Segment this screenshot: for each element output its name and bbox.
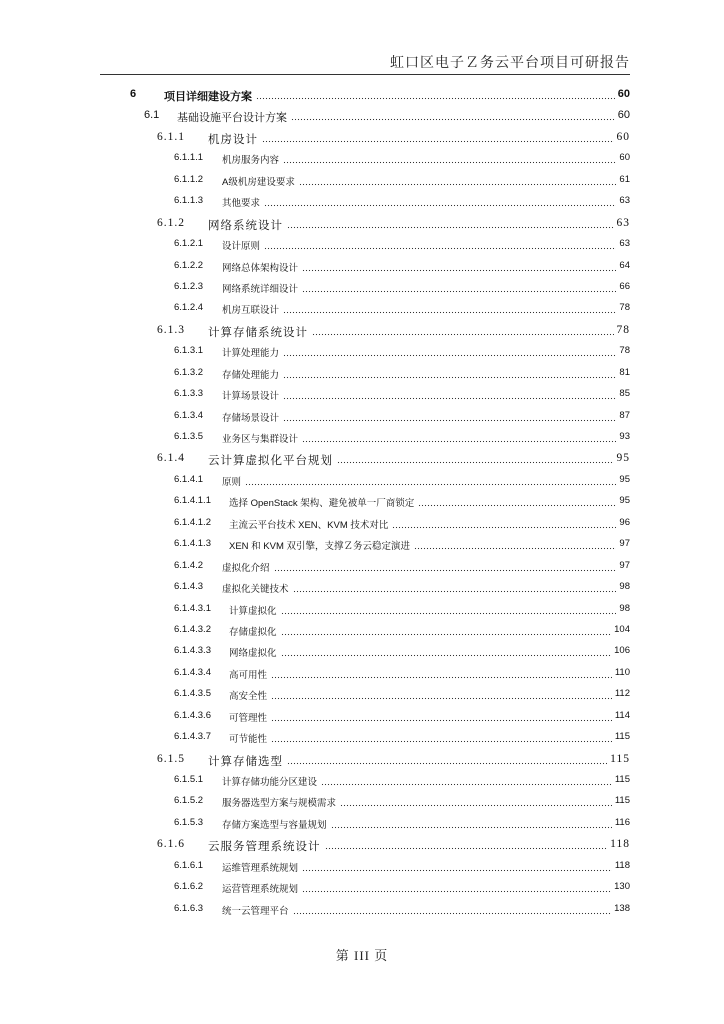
toc-entry-page: 66 <box>619 280 630 292</box>
toc-entry-number: 6.1.5.3 <box>174 816 204 828</box>
dot-leader <box>337 452 614 465</box>
toc-entry-page: 115 <box>610 752 630 765</box>
toc-entry-number: 6.1.5.1 <box>174 774 204 785</box>
toc-entry[interactable] <box>0 256 724 277</box>
dot-leader <box>281 603 616 616</box>
dot-leader <box>264 238 616 251</box>
toc-entry[interactable] <box>0 127 724 148</box>
dot-leader <box>262 131 614 144</box>
toc-entry-title: 其他要求 <box>222 195 262 209</box>
toc-entry-title: 计算存储功能分区建设 <box>222 774 319 788</box>
toc-entry[interactable] <box>0 384 724 405</box>
table-of-contents <box>0 84 724 920</box>
toc-entry[interactable] <box>0 191 724 212</box>
toc-entry-number: 6.1.4.1.2 <box>174 516 211 528</box>
dot-leader <box>271 667 612 680</box>
toc-entry[interactable] <box>0 577 724 598</box>
dot-leader <box>302 860 612 873</box>
toc-entry-page: 81 <box>619 366 630 378</box>
toc-entry-title: 虚拟化介绍 <box>222 560 272 574</box>
toc-entry-title: 网络系统详细设计 <box>222 281 300 295</box>
dot-leader <box>281 624 611 637</box>
dot-leader <box>291 109 615 122</box>
toc-entry-page: 97 <box>619 538 630 550</box>
toc-entry-title: 网络总体架构设计 <box>222 260 300 274</box>
toc-entry-page: 63 <box>619 195 630 207</box>
toc-entry-number: 6.1.4.2 <box>174 559 204 571</box>
dot-leader <box>325 838 607 851</box>
toc-entry-title: 机房互联设计 <box>222 302 281 316</box>
toc-entry-number: 6 <box>130 88 137 100</box>
toc-entry[interactable] <box>0 749 724 770</box>
toc-entry-number: 6.1.3 <box>157 323 185 336</box>
toc-entry-number: 6.1.2.1 <box>174 238 204 250</box>
toc-entry-number: 6.1.4.3.5 <box>174 688 211 700</box>
toc-entry-title: 运营管理系统规划 <box>222 881 300 895</box>
toc-entry-title: 虚拟化关键技术 <box>222 581 291 595</box>
toc-entry-page: 96 <box>619 516 630 528</box>
dot-leader <box>281 645 611 658</box>
toc-entry-title: 高安全性 <box>229 688 269 702</box>
toc-entry[interactable] <box>0 556 724 577</box>
toc-entry-title: 存储方案选型与容量规划 <box>222 817 329 831</box>
toc-entry-number: 6.1.6.3 <box>174 902 204 914</box>
toc-entry-page: 60 <box>617 109 630 122</box>
dot-leader <box>274 560 616 573</box>
toc-entry-page: 87 <box>619 409 630 421</box>
toc-entry[interactable] <box>0 534 724 555</box>
page-number-footer: 第 III 页 <box>335 948 389 963</box>
dot-leader <box>302 881 611 894</box>
toc-entry-number: 6.1.6.2 <box>174 881 204 893</box>
toc-entry-page: 115 <box>614 795 630 807</box>
toc-entry-page: 78 <box>616 323 630 336</box>
dot-leader <box>312 324 614 337</box>
toc-entry[interactable] <box>0 234 724 255</box>
toc-entry-page: 98 <box>619 602 630 614</box>
toc-entry-number: 6.1.1.1 <box>174 152 204 164</box>
toc-entry[interactable] <box>0 791 724 812</box>
toc-entry-number: 6.1.2.4 <box>174 302 204 314</box>
toc-entry-number: 6.1.3.5 <box>174 431 204 442</box>
toc-entry-page: 95 <box>619 473 630 485</box>
toc-entry-page: 116 <box>614 816 630 828</box>
toc-entry[interactable] <box>0 641 724 662</box>
toc-entry-number: 6.1.3.1 <box>174 345 204 357</box>
toc-entry-page: 130 <box>614 881 630 893</box>
toc-entry-number: 6.1.5.2 <box>174 795 204 807</box>
dot-leader <box>340 795 612 808</box>
toc-entry-title: 高可用性 <box>229 667 269 681</box>
toc-entry-page: 98 <box>619 581 630 593</box>
toc-entry-title: 业务区与集群设计 <box>222 431 300 445</box>
toc-entry-page: 104 <box>614 623 630 635</box>
toc-entry-page: 63 <box>616 216 630 229</box>
toc-entry-title: 主流云平台技术 XEN、KVM 技术对比 <box>229 517 390 531</box>
toc-entry-title: 云计算虚拟化平台规划 <box>208 452 335 468</box>
toc-entry[interactable] <box>0 513 724 534</box>
dot-leader <box>321 774 612 787</box>
dot-leader <box>392 517 616 530</box>
toc-entry-number: 6.1.4.1.3 <box>174 538 211 550</box>
toc-entry-page: 63 <box>619 238 630 250</box>
toc-entry-number: 6.1.2.2 <box>174 259 204 271</box>
toc-entry[interactable] <box>0 856 724 877</box>
toc-entry-title: A级机房建设要求 <box>222 174 297 188</box>
toc-entry-title: 计算存储系统设计 <box>208 324 310 340</box>
toc-entry-number: 6.1.4.1.1 <box>174 495 211 507</box>
toc-entry-number: 6.1 <box>144 109 160 122</box>
toc-entry-page: 78 <box>619 345 630 357</box>
toc-entry-title: 网络系统设计 <box>208 217 285 233</box>
toc-entry-title: 可节能性 <box>229 731 269 745</box>
toc-entry-page: 138 <box>614 902 630 914</box>
toc-entry-number: 6.1.4.3.7 <box>174 731 211 743</box>
toc-entry[interactable] <box>0 727 724 748</box>
toc-entry-title: 计算处理能力 <box>222 345 281 359</box>
document-header-title: 虹口区电子Ｚ务云平台项目可研报告 <box>390 56 630 71</box>
toc-entry-page: 78 <box>619 302 630 314</box>
dot-leader <box>271 688 612 701</box>
toc-entry-title: 选择 OpenStack 架构、避免被单一厂商锁定 <box>229 495 416 509</box>
toc-entry[interactable] <box>0 341 724 362</box>
header-rule <box>100 74 630 75</box>
toc-entry-number: 6.1.1 <box>157 130 185 143</box>
dot-leader <box>271 731 612 744</box>
dot-leader <box>256 88 615 101</box>
toc-entry-page: 115 <box>614 774 630 785</box>
toc-entry-number: 6.1.3.2 <box>174 366 204 378</box>
toc-entry[interactable] <box>0 105 724 126</box>
toc-entry-number: 6.1.4.3.2 <box>174 623 211 635</box>
toc-entry-page: 61 <box>619 173 630 185</box>
toc-entry[interactable] <box>0 298 724 319</box>
dot-leader <box>293 581 616 594</box>
dot-leader <box>331 817 612 830</box>
toc-entry[interactable] <box>0 213 724 234</box>
toc-entry[interactable] <box>0 84 724 105</box>
toc-entry-title: 计算存储选型 <box>208 753 285 769</box>
dot-leader <box>293 903 611 916</box>
toc-entry-page: 64 <box>619 259 630 271</box>
toc-entry[interactable] <box>0 834 724 855</box>
toc-entry[interactable] <box>0 170 724 191</box>
toc-entry-title: 存储处理能力 <box>222 367 281 381</box>
dot-leader <box>302 431 616 444</box>
toc-entry-title: 原则 <box>222 474 243 488</box>
toc-entry-number: 6.1.4.3.3 <box>174 645 211 657</box>
toc-entry-title: 项目详细建设方案 <box>164 88 254 104</box>
toc-entry[interactable] <box>0 770 724 791</box>
toc-entry[interactable] <box>0 363 724 384</box>
dot-leader <box>283 410 616 423</box>
toc-entry-page: 93 <box>619 431 630 442</box>
dot-leader <box>414 538 616 551</box>
toc-entry[interactable] <box>0 899 724 920</box>
toc-entry-number: 6.1.4.3.4 <box>174 666 211 678</box>
dot-leader <box>302 281 616 294</box>
toc-entry-number: 6.1.1.2 <box>174 173 204 185</box>
toc-entry[interactable] <box>0 491 724 512</box>
toc-entry[interactable] <box>0 148 724 169</box>
toc-entry-number: 6.1.1.3 <box>174 195 204 207</box>
toc-entry-number: 6.1.5 <box>157 752 185 765</box>
toc-entry-page: 118 <box>610 838 630 851</box>
toc-entry-page: 112 <box>614 688 630 700</box>
toc-entry[interactable] <box>0 427 724 448</box>
toc-entry-title: 可管理性 <box>229 710 269 724</box>
toc-entry-number: 6.1.3.3 <box>174 388 204 400</box>
dot-leader <box>283 302 616 315</box>
toc-entry[interactable] <box>0 448 724 469</box>
toc-entry-page: 60 <box>616 130 630 143</box>
toc-entry-title: 计算虚拟化 <box>229 603 279 617</box>
toc-entry-number: 6.1.3.4 <box>174 409 204 421</box>
toc-entry-number: 6.1.2 <box>157 216 185 229</box>
toc-entry[interactable] <box>0 684 724 705</box>
dot-leader <box>283 345 616 358</box>
toc-entry-page: 115 <box>614 731 630 743</box>
toc-entry-page: 60 <box>617 88 630 100</box>
toc-entry[interactable] <box>0 470 724 491</box>
dot-leader <box>283 367 616 380</box>
toc-entry-title: 计算场景设计 <box>222 388 281 402</box>
toc-entry-title: 存储场景设计 <box>222 410 281 424</box>
toc-entry-number: 6.1.4.3.1 <box>174 602 211 614</box>
dot-leader <box>283 152 616 165</box>
toc-entry[interactable] <box>0 877 724 898</box>
toc-entry-title: 统一云管理平台 <box>222 903 291 917</box>
toc-entry[interactable] <box>0 599 724 620</box>
toc-entry-page: 110 <box>614 666 630 678</box>
toc-entry-title: 机房设计 <box>208 131 260 147</box>
dot-leader <box>302 260 616 273</box>
toc-entry-title: 云服务管理系统设计 <box>208 838 323 854</box>
toc-entry-page: 95 <box>616 452 630 465</box>
toc-entry-page: 114 <box>614 709 630 721</box>
toc-entry-page: 106 <box>614 645 630 657</box>
dot-leader <box>264 195 616 208</box>
toc-entry-number: 6.1.2.3 <box>174 280 204 292</box>
dot-leader <box>283 388 616 401</box>
toc-entry[interactable] <box>0 620 724 641</box>
toc-entry-title: 存储虚拟化 <box>229 624 279 638</box>
toc-entry-number: 6.1.4.3.6 <box>174 709 211 721</box>
toc-entry-title: 运维管理系统规划 <box>222 860 300 874</box>
dot-leader <box>271 710 612 723</box>
toc-entry-title: 机房服务内容 <box>222 152 281 166</box>
toc-entry-title: 网络虚拟化 <box>229 645 279 659</box>
toc-entry-number: 6.1.4.1 <box>174 473 204 485</box>
toc-entry-number: 6.1.4 <box>157 452 185 465</box>
toc-entry[interactable] <box>0 813 724 834</box>
toc-entry-title: 基础设施平台设计方案 <box>177 109 289 125</box>
toc-entry-page: 118 <box>614 859 630 871</box>
toc-entry-title: XEN 和 KVM 双引擎，支撑Ｚ务云稳定演进 <box>229 538 412 552</box>
toc-entry-number: 6.1.4.3 <box>174 581 204 593</box>
toc-entry-number: 6.1.6 <box>157 838 185 851</box>
toc-entry-page: 60 <box>619 152 630 164</box>
toc-entry[interactable] <box>0 406 724 427</box>
toc-entry[interactable] <box>0 277 724 298</box>
toc-entry-page: 97 <box>619 559 630 571</box>
toc-entry[interactable] <box>0 706 724 727</box>
dot-leader <box>245 474 616 487</box>
toc-entry-title: 设计原则 <box>222 238 262 252</box>
toc-entry-title: 服务器选型方案与规模需求 <box>222 795 338 809</box>
toc-entry-page: 85 <box>619 388 630 400</box>
dot-leader <box>287 217 614 230</box>
toc-entry-page: 95 <box>619 495 630 507</box>
toc-entry-number: 6.1.6.1 <box>174 859 204 871</box>
toc-entry[interactable] <box>0 320 724 341</box>
dot-leader <box>287 753 607 766</box>
dot-leader <box>418 495 616 508</box>
dot-leader <box>299 174 616 187</box>
toc-entry[interactable] <box>0 663 724 684</box>
